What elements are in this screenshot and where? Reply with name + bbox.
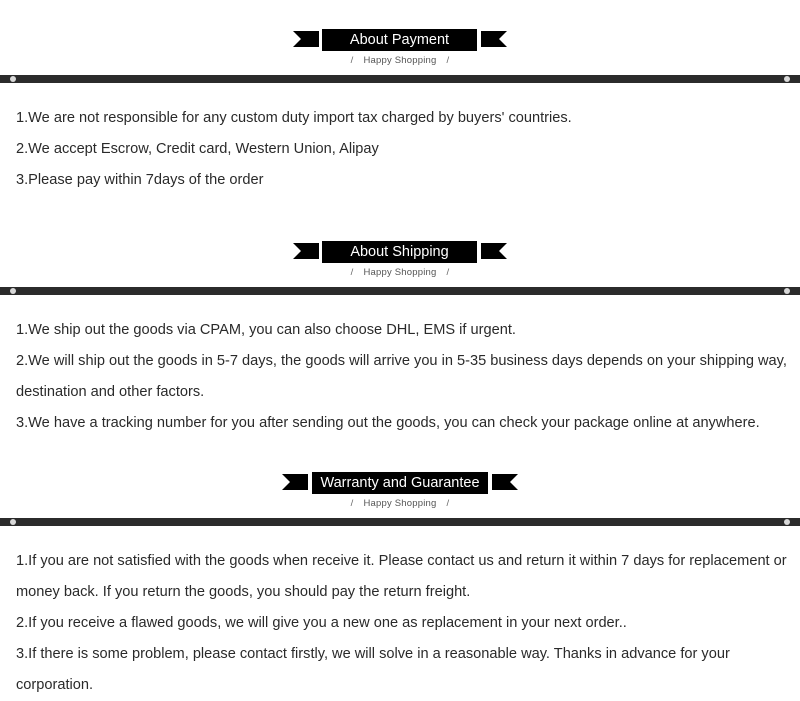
divider-dot <box>10 288 16 294</box>
payment-banner <box>0 29 800 69</box>
shipping-line: 3.We have a tracking number for you after sending out the goods, you can check your package online at anywhere. <box>16 415 760 431</box>
payment-text <box>16 103 791 196</box>
ribbon-right-icon <box>481 29 507 49</box>
ribbon-right-icon <box>492 472 518 492</box>
section-subtitle: / Happy Shopping / <box>350 498 450 509</box>
payment-line: 2.We accept Escrow, Credit card, Western Union, Alipay <box>16 141 379 157</box>
shipping-line: 2.We will ship out the goods in 5-7 days, the goods will arrive you in 5-35 business days depends on your shipping way, destination and other factors. <box>16 353 787 400</box>
ribbon-left-icon <box>293 241 319 261</box>
warranty-line: 1.If you are not satisfied with the goods when receive it. Please contact us and return it within 7 days for replacement or money back. If you return the goods, you should pay the return freight. <box>16 553 787 600</box>
section-title: About Payment <box>322 29 477 51</box>
divider-dot <box>784 288 790 294</box>
divider-dot <box>10 519 16 525</box>
section-subtitle: / Happy Shopping / <box>350 55 450 66</box>
shipping-line: 1.We ship out the goods via CPAM, you can also choose DHL, EMS if urgent. <box>16 322 516 338</box>
warranty-text <box>16 546 791 701</box>
ribbon-right-icon <box>481 241 507 261</box>
warranty-line: 3.If there is some problem, please contact firstly, we will solve in a reasonable way. Thanks in advance for your corporation. <box>16 646 730 693</box>
section-subtitle: / Happy Shopping / <box>350 267 450 278</box>
section-title: About Shipping <box>322 241 477 263</box>
section-divider <box>0 518 800 526</box>
divider-dot <box>10 76 16 82</box>
payment-line: 1.We are not responsible for any custom duty import tax charged by buyers' countries. <box>16 110 572 126</box>
payment-line: 3.Please pay within 7days of the order <box>16 172 264 188</box>
warranty-line: 2.If you receive a flawed goods, we will give you a new one as replacement in your next order.. <box>16 615 627 631</box>
section-divider <box>0 75 800 83</box>
section-divider <box>0 287 800 295</box>
shipping-text <box>16 315 791 439</box>
warranty-banner <box>0 472 800 512</box>
divider-dot <box>784 76 790 82</box>
ribbon-left-icon <box>293 29 319 49</box>
ribbon-left-icon <box>282 472 308 492</box>
shipping-banner <box>0 241 800 281</box>
section-title: Warranty and Guarantee <box>312 472 488 494</box>
divider-dot <box>784 519 790 525</box>
